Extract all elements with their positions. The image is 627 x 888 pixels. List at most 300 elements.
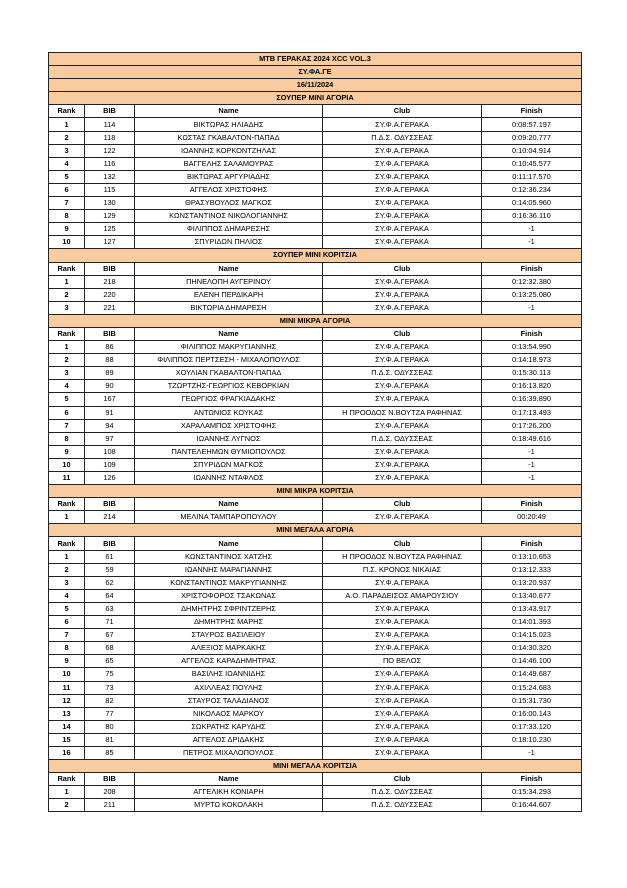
cell-name: ΣΠΥΡΙΔΩΝ ΜΑΓΚΟΣ — [135, 458, 323, 471]
cell-name: ΦΙΛΙΠΠΟΣ ΜΑΚΡΥΓΙΑΝΝΗΣ — [135, 341, 323, 354]
cell-club: ΣΥ.Φ.Α.ΓΕΡΑΚΑ — [323, 602, 482, 615]
cell-bib: 75 — [85, 668, 135, 681]
cell-name: ΧΑΡΑΛΑΜΠΟΣ ΧΡΙΣΤΟΦΗΣ — [135, 419, 323, 432]
column-header-rank: Rank — [49, 773, 85, 786]
column-header-row — [49, 105, 582, 118]
cell-bib: 89 — [85, 367, 135, 380]
cell-club: ΣΥ.Φ.Α.ΓΕΡΑΚΑ — [323, 733, 482, 746]
table-row — [49, 720, 582, 733]
cell-finish: 0:16:36.110 — [482, 210, 582, 223]
cell-bib: 211 — [85, 799, 135, 812]
column-header-bib: BIB — [85, 498, 135, 511]
table-row — [49, 341, 582, 354]
cell-club: ΣΥ.Φ.Α.ΓΕΡΑΚΑ — [323, 668, 482, 681]
cell-name: ΙΩΑΝΝΗΣ ΛΥΓΝΟΣ — [135, 432, 323, 445]
cell-name: ΣΤΑΥΡΟΣ ΤΑΛΑΔΙΑΝΟΣ — [135, 694, 323, 707]
cell-bib: 114 — [85, 118, 135, 131]
cell-name: ΜΥΡΤΩ ΚΟΚΟΛΑΚΗ — [135, 799, 323, 812]
table-row — [49, 707, 582, 720]
cell-rank: 3 — [49, 367, 85, 380]
table-row — [49, 458, 582, 471]
cell-name: ΣΩΚΡΑΤΗΣ ΚΑΡΥΔΗΣ — [135, 720, 323, 733]
cell-rank: 1 — [49, 550, 85, 563]
cell-bib: 59 — [85, 563, 135, 576]
cell-rank: 15 — [49, 733, 85, 746]
category-header-row — [49, 92, 582, 105]
cell-bib: 82 — [85, 694, 135, 707]
cell-rank: 2 — [49, 288, 85, 301]
column-header-name: Name — [135, 537, 323, 550]
cell-name: ΑΓΓΕΛΙΚΗ ΚΟΝΙΑΡΗ — [135, 786, 323, 799]
table-row — [49, 616, 582, 629]
cell-bib: 73 — [85, 681, 135, 694]
table-row — [49, 118, 582, 131]
table-row — [49, 445, 582, 458]
cell-club: ΣΥ.Φ.Α.ΓΕΡΑΚΑ — [323, 576, 482, 589]
cell-bib: 218 — [85, 275, 135, 288]
cell-bib: 80 — [85, 720, 135, 733]
cell-club: ΣΥ.Φ.Α.ΓΕΡΑΚΑ — [323, 694, 482, 707]
cell-finish: 0:12:36.234 — [482, 183, 582, 196]
table-row — [49, 131, 582, 144]
cell-rank: 11 — [49, 681, 85, 694]
organizer-row — [49, 66, 582, 79]
cell-rank: 4 — [49, 589, 85, 602]
cell-finish: 0:14:49.687 — [482, 668, 582, 681]
cell-name: ΑΝΤΩΝΙΟΣ ΚΟΥΚΑΣ — [135, 406, 323, 419]
column-header-club: Club — [323, 262, 482, 275]
category-header-row — [49, 314, 582, 327]
cell-club: Α.Ο. ΠΑΡΑΔΕΙΣΟΣ ΑΜΑΡΟΥΣΙΟΥ — [323, 589, 482, 602]
cell-name: ΒΙΚΤΩΡΑΣ ΗΛΙΑΔΗΣ — [135, 118, 323, 131]
cell-bib: 67 — [85, 629, 135, 642]
cell-finish: 0:17:26.200 — [482, 419, 582, 432]
cell-name: ΓΕΩΡΓΙΟΣ ΦΡΑΓΚΙΑΔΑΚΗΣ — [135, 393, 323, 406]
cell-bib: 62 — [85, 576, 135, 589]
cell-name: ΑΛΕΞΙΟΣ ΜΑΡΚΑΚΗΣ — [135, 642, 323, 655]
column-header-name: Name — [135, 262, 323, 275]
cell-finish: -1 — [482, 223, 582, 236]
cell-bib: 90 — [85, 380, 135, 393]
cell-finish: 0:15:30.113 — [482, 367, 582, 380]
cell-finish: 0:18:10.230 — [482, 733, 582, 746]
cell-club: Η ΠΡΟΟΔΟΣ Ν.ΒΟΥΤΖΑ ΡΑΦΗΝΑΣ — [323, 406, 482, 419]
cell-rank: 3 — [49, 144, 85, 157]
cell-club: ΣΥ.Φ.Α.ΓΕΡΑΚΑ — [323, 458, 482, 471]
cell-rank: 1 — [49, 118, 85, 131]
table-row — [49, 681, 582, 694]
table-row — [49, 367, 582, 380]
category-title: ΣΟΥΠΕΡ ΜΙΝΙ ΑΓΟΡΙΑ — [49, 92, 582, 105]
cell-finish: 0:13:25.080 — [482, 288, 582, 301]
table-row — [49, 655, 582, 668]
column-header-name: Name — [135, 105, 323, 118]
cell-finish: 0:10:04.914 — [482, 144, 582, 157]
cell-name: ΒΑΓΓΕΛΗΣ ΣΑΛΑΜΟΥΡΑΣ — [135, 157, 323, 170]
table-row — [49, 223, 582, 236]
table-row — [49, 419, 582, 432]
event-date: 16/11/2024 — [49, 79, 582, 92]
cell-bib: 126 — [85, 472, 135, 485]
table-row — [49, 733, 582, 746]
cell-rank: 4 — [49, 157, 85, 170]
column-header-club: Club — [323, 537, 482, 550]
cell-rank: 3 — [49, 301, 85, 314]
cell-club: ΣΥ.Φ.Α.ΓΕΡΑΚΑ — [323, 393, 482, 406]
cell-name: ΚΩΝΣΤΑΝΤΙΝΟΣ ΧΑΤΖΗΣ — [135, 550, 323, 563]
cell-club: Η ΠΡΟΟΔΟΣ Ν.ΒΟΥΤΖΑ ΡΑΦΗΝΑΣ — [323, 550, 482, 563]
cell-rank: 2 — [49, 354, 85, 367]
cell-rank: 1 — [49, 275, 85, 288]
cell-name: ΧΡΙΣΤΟΦΟΡΟΣ ΤΣΑΚΩΝΑΣ — [135, 589, 323, 602]
cell-finish: 0:13:54.990 — [482, 341, 582, 354]
cell-name: ΕΛΕΝΗ ΠΕΡΔΙΚΑΡΗ — [135, 288, 323, 301]
column-header-bib: BIB — [85, 537, 135, 550]
table-row — [49, 393, 582, 406]
cell-rank: 9 — [49, 223, 85, 236]
cell-name: ΙΩΑΝΝΗΣ ΝΤΑΦΛΟΣ — [135, 472, 323, 485]
table-row — [49, 157, 582, 170]
cell-name: ΑΓΓΕΛΟΣ ΚΑΡΑΔΗΜΗΤΡΑΣ — [135, 655, 323, 668]
cell-bib: 208 — [85, 786, 135, 799]
cell-club: ΣΥ.Φ.Α.ΓΕΡΑΚΑ — [323, 720, 482, 733]
cell-bib: 122 — [85, 144, 135, 157]
cell-name: ΑΧΙΛΛΕΑΣ ΠΟΥΛΗΣ — [135, 681, 323, 694]
cell-finish: 0:15:34.293 — [482, 786, 582, 799]
cell-name: ΚΩΝΣΤΑΝΤΙΝΟΣ ΜΑΚΡΥΓΙΑΝΝΗΣ — [135, 576, 323, 589]
cell-bib: 130 — [85, 197, 135, 210]
cell-club: ΣΥ.Φ.Α.ΓΕΡΑΚΑ — [323, 472, 482, 485]
category-title: ΜΙΝΙ ΜΕΓΑΛΑ ΚΟΡΙΤΣΙΑ — [49, 760, 582, 773]
cell-club: ΣΥ.Φ.Α.ΓΕΡΑΚΑ — [323, 301, 482, 314]
cell-club: ΣΥ.Φ.Α.ΓΕΡΑΚΑ — [323, 642, 482, 655]
cell-rank: 9 — [49, 445, 85, 458]
cell-bib: 220 — [85, 288, 135, 301]
cell-club: ΣΥ.Φ.Α.ΓΕΡΑΚΑ — [323, 157, 482, 170]
table-row — [49, 380, 582, 393]
category-header-row — [49, 524, 582, 537]
table-row — [49, 668, 582, 681]
table-row — [49, 275, 582, 288]
table-row — [49, 576, 582, 589]
column-header-club: Club — [323, 498, 482, 511]
table-row — [49, 197, 582, 210]
column-header-club: Club — [323, 105, 482, 118]
table-row — [49, 799, 582, 812]
cell-rank: 1 — [49, 786, 85, 799]
cell-finish: 0:14:18.973 — [482, 354, 582, 367]
cell-rank: 11 — [49, 472, 85, 485]
cell-finish: 0:12:32.380 — [482, 275, 582, 288]
cell-bib: 71 — [85, 616, 135, 629]
table-row — [49, 694, 582, 707]
cell-club: ΣΥ.Φ.Α.ΓΕΡΑΚΑ — [323, 118, 482, 131]
table-row — [49, 589, 582, 602]
category-title: ΜΙΝΙ ΜΙΚΡΑ ΚΟΡΙΤΣΙΑ — [49, 485, 582, 498]
cell-club: ΣΥ.Φ.Α.ΓΕΡΑΚΑ — [323, 170, 482, 183]
cell-club: ΣΥ.Φ.Α.ΓΕΡΑΚΑ — [323, 681, 482, 694]
column-header-club: Club — [323, 327, 482, 340]
table-row — [49, 210, 582, 223]
cell-rank: 6 — [49, 183, 85, 196]
cell-club: Π.Δ.Σ. ΟΔΥΣΣΕΑΣ — [323, 786, 482, 799]
column-header-bib: BIB — [85, 262, 135, 275]
table-row — [49, 288, 582, 301]
cell-rank: 4 — [49, 380, 85, 393]
cell-club: ΣΥ.Φ.Α.ΓΕΡΑΚΑ — [323, 380, 482, 393]
cell-finish: 0:16:00.143 — [482, 707, 582, 720]
cell-finish: 0:16:44.607 — [482, 799, 582, 812]
cell-club: ΣΥ.Φ.Α.ΓΕΡΑΚΑ — [323, 616, 482, 629]
cell-rank: 7 — [49, 629, 85, 642]
cell-rank: 3 — [49, 576, 85, 589]
cell-bib: 132 — [85, 170, 135, 183]
cell-bib: 97 — [85, 432, 135, 445]
column-header-finish: Finish — [482, 773, 582, 786]
column-header-row — [49, 262, 582, 275]
cell-finish: 0:14:01.393 — [482, 616, 582, 629]
table-row — [49, 550, 582, 563]
cell-bib: 129 — [85, 210, 135, 223]
cell-bib: 109 — [85, 458, 135, 471]
cell-club: ΣΥ.Φ.Α.ΓΕΡΑΚΑ — [323, 275, 482, 288]
cell-finish: -1 — [482, 746, 582, 759]
cell-bib: 86 — [85, 341, 135, 354]
cell-finish: 0:10:45.577 — [482, 157, 582, 170]
table-row — [49, 301, 582, 314]
cell-club: Π.Δ.Σ. ΟΔΥΣΣΕΑΣ — [323, 367, 482, 380]
cell-club: ΣΥ.Φ.Α.ΓΕΡΑΚΑ — [323, 183, 482, 196]
column-header-row — [49, 498, 582, 511]
cell-bib: 81 — [85, 733, 135, 746]
cell-rank: 6 — [49, 616, 85, 629]
cell-finish: -1 — [482, 301, 582, 314]
cell-club: Π.Δ.Σ. ΟΔΥΣΣΕΑΣ — [323, 432, 482, 445]
cell-finish: -1 — [482, 458, 582, 471]
table-row — [49, 183, 582, 196]
cell-name: ΜΕΛΙΝΑ ΤΑΜΠΑΡΟΠΟΥΛΟΥ — [135, 511, 323, 524]
column-header-rank: Rank — [49, 262, 85, 275]
cell-name: ΣΤΑΥΡΟΣ ΒΑΣΙΛΕΙΟΥ — [135, 629, 323, 642]
cell-name: ΔΗΜΗΤΡΗΣ ΜΑΡΗΣ — [135, 616, 323, 629]
column-header-row — [49, 537, 582, 550]
table-row — [49, 354, 582, 367]
cell-rank: 5 — [49, 393, 85, 406]
column-header-finish: Finish — [482, 327, 582, 340]
cell-rank: 1 — [49, 511, 85, 524]
cell-bib: 85 — [85, 746, 135, 759]
cell-finish: 0:08:57.197 — [482, 118, 582, 131]
table-row — [49, 602, 582, 615]
results-table — [48, 52, 582, 812]
table-row — [49, 511, 582, 524]
event-title: MTB ΓΕΡΑΚΑΣ 2024 XCC VOL.3 — [49, 53, 582, 66]
column-header-bib: BIB — [85, 327, 135, 340]
cell-finish: -1 — [482, 472, 582, 485]
cell-finish: 0:13:12.333 — [482, 563, 582, 576]
cell-bib: 64 — [85, 589, 135, 602]
cell-finish: 0:09:20.777 — [482, 131, 582, 144]
cell-name: ΙΩΑΝΝΗΣ ΜΑΡΑΓΙΑΝΝΗΣ — [135, 563, 323, 576]
table-row — [49, 563, 582, 576]
cell-finish: 0:15:31.730 — [482, 694, 582, 707]
cell-club: ΣΥ.Φ.Α.ΓΕΡΑΚΑ — [323, 288, 482, 301]
cell-club: ΣΥ.Φ.Α.ΓΕΡΑΚΑ — [323, 354, 482, 367]
cell-name: ΧΟΥΛΙΑΝ ΓΚΑΒΑΛΤΟΝ-ΠΑΠΑΔ — [135, 367, 323, 380]
cell-rank: 6 — [49, 406, 85, 419]
results-sheet — [48, 52, 581, 812]
cell-rank: 2 — [49, 131, 85, 144]
cell-name: ΠΗΝΕΛΟΠΗ ΑΥΓΕΡΙΝΟΥ — [135, 275, 323, 288]
cell-club: ΣΥ.Φ.Α.ΓΕΡΑΚΑ — [323, 445, 482, 458]
cell-rank: 2 — [49, 563, 85, 576]
table-row — [49, 629, 582, 642]
cell-club: ΣΥ.Φ.Α.ΓΕΡΑΚΑ — [323, 210, 482, 223]
cell-finish: 0:16:13.820 — [482, 380, 582, 393]
cell-club: ΣΥ.Φ.Α.ΓΕΡΑΚΑ — [323, 197, 482, 210]
cell-club: ΣΥ.Φ.Α.ΓΕΡΑΚΑ — [323, 746, 482, 759]
cell-name: ΔΗΜΗΤΡΗΣ ΣΦΡΙΝΤΖΕΡΗΣ — [135, 602, 323, 615]
cell-finish: -1 — [482, 236, 582, 249]
event-title-row — [49, 53, 582, 66]
cell-finish: 0:14:05.960 — [482, 197, 582, 210]
cell-bib: 77 — [85, 707, 135, 720]
cell-club: ΣΥ.Φ.Α.ΓΕΡΑΚΑ — [323, 144, 482, 157]
cell-rank: 7 — [49, 419, 85, 432]
organizer: ΣΥ.ΦΑ.ΓΕ — [49, 66, 582, 79]
cell-name: ΠΑΝΤΕΛΕΗΜΩΝ ΘΥΜΙΟΠΟΥΛΟΣ — [135, 445, 323, 458]
column-header-club: Club — [323, 773, 482, 786]
cell-rank: 8 — [49, 210, 85, 223]
cell-club: ΣΥ.Φ.Α.ΓΕΡΑΚΑ — [323, 511, 482, 524]
cell-finish: 0:15:24.683 — [482, 681, 582, 694]
column-header-name: Name — [135, 498, 323, 511]
table-row — [49, 406, 582, 419]
column-header-rank: Rank — [49, 498, 85, 511]
cell-rank: 8 — [49, 642, 85, 655]
cell-bib: 94 — [85, 419, 135, 432]
column-header-finish: Finish — [482, 105, 582, 118]
date-row — [49, 79, 582, 92]
cell-rank: 12 — [49, 694, 85, 707]
cell-name: ΒΙΚΤΩΡΙΑ ΔΗΜΑΡΕΣΗ — [135, 301, 323, 314]
cell-club: ΣΥ.Φ.Α.ΓΕΡΑΚΑ — [323, 707, 482, 720]
cell-rank: 10 — [49, 668, 85, 681]
column-header-finish: Finish — [482, 537, 582, 550]
cell-bib: 63 — [85, 602, 135, 615]
cell-bib: 65 — [85, 655, 135, 668]
cell-club: Π.Δ.Σ. ΟΔΥΣΣΕΑΣ — [323, 131, 482, 144]
column-header-bib: BIB — [85, 773, 135, 786]
cell-club: ΣΥ.Φ.Α.ΓΕΡΑΚΑ — [323, 341, 482, 354]
cell-name: ΦΙΛΙΠΠΟΣ ΔΗΜΑΡΕΣΗΣ — [135, 223, 323, 236]
category-header-row — [49, 485, 582, 498]
table-row — [49, 642, 582, 655]
cell-club: ΣΥ.Φ.Α.ΓΕΡΑΚΑ — [323, 236, 482, 249]
cell-name: ΑΓΓΕΛΟΣ ΔΡΙΔΑΚΗΣ — [135, 733, 323, 746]
category-title: ΜΙΝΙ ΜΙΚΡΑ ΑΓΟΡΙΑ — [49, 314, 582, 327]
cell-rank: 9 — [49, 655, 85, 668]
column-header-name: Name — [135, 327, 323, 340]
cell-rank: 8 — [49, 432, 85, 445]
cell-bib: 108 — [85, 445, 135, 458]
table-row — [49, 144, 582, 157]
column-header-finish: Finish — [482, 262, 582, 275]
cell-finish: 0:14:46.100 — [482, 655, 582, 668]
cell-finish: 00:20:49 — [482, 511, 582, 524]
cell-name: ΝΙΚΟΛΑΟΣ ΜΑΡΚΟΥ — [135, 707, 323, 720]
table-row — [49, 746, 582, 759]
column-header-rank: Rank — [49, 537, 85, 550]
column-header-rank: Rank — [49, 327, 85, 340]
cell-name: ΑΓΓΕΛΟΣ ΧΡΙΣΤΟΦΗΣ — [135, 183, 323, 196]
cell-finish: 0:17:33.120 — [482, 720, 582, 733]
cell-club: Π.Δ.Σ. ΟΔΥΣΣΕΑΣ — [323, 799, 482, 812]
category-header-row — [49, 760, 582, 773]
cell-rank: 7 — [49, 197, 85, 210]
cell-name: ΦΙΛΙΠΠΟΣ ΠΕΡΤΣΕΣΗ - ΜΙΧΑΛΟΠΟΥΛΟΣ — [135, 354, 323, 367]
cell-bib: 221 — [85, 301, 135, 314]
cell-name: ΒΙΚΤΩΡΑΣ ΑΡΓΥΡΙΑΔΗΣ — [135, 170, 323, 183]
cell-finish: 0:16:39.890 — [482, 393, 582, 406]
category-title: ΣΟΥΠΕΡ ΜΙΝΙ ΚΟΡΙΤΣΙΑ — [49, 249, 582, 262]
cell-club: ΣΥ.Φ.Α.ΓΕΡΑΚΑ — [323, 223, 482, 236]
cell-finish: 0:13:10.653 — [482, 550, 582, 563]
cell-finish: 0:13:43.917 — [482, 602, 582, 615]
cell-name: ΘΡΑΣΥΒΟΥΛΟΣ ΜΑΓΚΟΣ — [135, 197, 323, 210]
cell-bib: 116 — [85, 157, 135, 170]
cell-finish: 0:13:20.937 — [482, 576, 582, 589]
column-header-row — [49, 327, 582, 340]
cell-finish: 0:17:13.493 — [482, 406, 582, 419]
cell-finish: 0:18:49.616 — [482, 432, 582, 445]
cell-name: ΣΠΥΡΙΔΩΝ ΠΗΛΙΟΣ — [135, 236, 323, 249]
table-row — [49, 432, 582, 445]
table-row — [49, 170, 582, 183]
table-row — [49, 472, 582, 485]
cell-bib: 214 — [85, 511, 135, 524]
cell-name: ΚΩΣΤΑΣ ΓΚΑΒΑΛΤΟΝ-ΠΑΠΑΔ — [135, 131, 323, 144]
cell-finish: -1 — [482, 445, 582, 458]
cell-club: ΣΥ.Φ.Α.ΓΕΡΑΚΑ — [323, 419, 482, 432]
cell-name: ΠΕΤΡΟΣ ΜΙΧΑΛΟΠΟΥΛΟΣ — [135, 746, 323, 759]
column-header-rank: Rank — [49, 105, 85, 118]
cell-bib: 68 — [85, 642, 135, 655]
cell-finish: 0:11:17.570 — [482, 170, 582, 183]
cell-bib: 61 — [85, 550, 135, 563]
cell-bib: 118 — [85, 131, 135, 144]
cell-finish: 0:14:15.023 — [482, 629, 582, 642]
cell-name: ΤΖΩΡΤΖΗΣ-ΓΕΩΡΓΙΟΣ ΚΕΒΟΡΚΙΑΝ — [135, 380, 323, 393]
cell-bib: 167 — [85, 393, 135, 406]
cell-rank: 1 — [49, 341, 85, 354]
cell-name: ΒΑΣΙΛΗΣ ΙΩΑΝΝΙΔΗΣ — [135, 668, 323, 681]
cell-rank: 5 — [49, 170, 85, 183]
cell-rank: 10 — [49, 458, 85, 471]
column-header-bib: BIB — [85, 105, 135, 118]
cell-club: Π.Σ. ΚΡΟΝΟΣ ΝΙΚΑΙΑΣ — [323, 563, 482, 576]
cell-club: ΠΟ ΒΕΛΟΣ — [323, 655, 482, 668]
cell-bib: 125 — [85, 223, 135, 236]
cell-rank: 2 — [49, 799, 85, 812]
cell-finish: 0:14:30.320 — [482, 642, 582, 655]
cell-bib: 115 — [85, 183, 135, 196]
category-title: ΜΙΝΙ ΜΕΓΑΛΑ ΑΓΟΡΙΑ — [49, 524, 582, 537]
cell-rank: 10 — [49, 236, 85, 249]
cell-name: ΙΩΑΝΝΗΣ ΚΟΡΚΟΝΤΖΗΛΑΣ — [135, 144, 323, 157]
cell-rank: 13 — [49, 707, 85, 720]
column-header-name: Name — [135, 773, 323, 786]
